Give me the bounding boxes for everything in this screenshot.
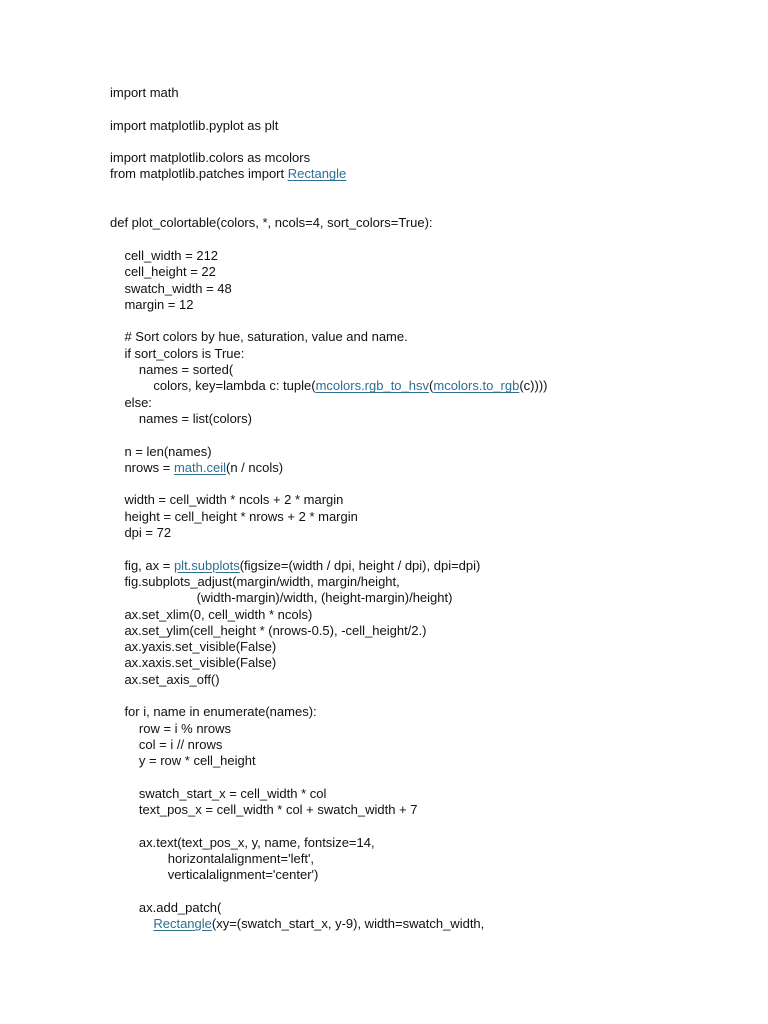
code-line — [110, 460, 750, 476]
code-text: def plot_colortable(colors, *, ncols=4, sort_colors=True): — [110, 215, 433, 231]
code-line — [110, 346, 750, 362]
code-text: swatch_width = 48 — [110, 280, 232, 296]
code-line — [110, 215, 750, 231]
code-text: ax.xaxis.set_visible(False) — [110, 655, 277, 671]
code-line — [110, 900, 750, 916]
code-line — [110, 688, 750, 704]
code-line — [110, 509, 750, 525]
code-line — [110, 786, 750, 802]
code-text: (width-margin)/width, (height-margin)/height) — [110, 590, 453, 606]
code-text: from matplotlib.patches import — [110, 166, 288, 182]
code-text: margin = 12 — [110, 296, 194, 312]
code-line — [110, 378, 750, 394]
code-text: ( — [429, 378, 434, 394]
code-line — [110, 884, 750, 900]
code-line — [110, 802, 750, 818]
code-text: # Sort colors by hue, saturation, value and name. — [110, 329, 408, 345]
code-line — [110, 395, 750, 411]
code-line — [110, 737, 750, 753]
code-text: fig, ax = — [110, 557, 174, 573]
code-line — [110, 590, 750, 606]
code-line — [110, 85, 750, 101]
code-line — [110, 639, 750, 655]
code-text: swatch_start_x = cell_width * col — [110, 785, 327, 801]
code-text: import matplotlib.pyplot as plt — [110, 117, 279, 133]
code-line — [110, 264, 750, 280]
code-line — [110, 525, 750, 541]
code-text: width = cell_width * ncols + 2 * margin — [110, 492, 344, 508]
code-line — [110, 476, 750, 492]
code-text: names = list(colors) — [110, 410, 252, 426]
code-text: ax.add_patch( — [110, 899, 222, 915]
code-line — [110, 444, 750, 460]
code-text: for i, name in enumerate(names): — [110, 704, 317, 720]
code-link[interactable]: mcolors.rgb_to_hsv — [315, 378, 430, 394]
code-line — [110, 867, 750, 883]
code-line — [110, 118, 750, 134]
code-line — [110, 818, 750, 834]
code-line — [110, 835, 750, 851]
code-line — [110, 721, 750, 737]
code-text: if sort_colors is True: — [110, 345, 245, 361]
code-line — [110, 313, 750, 329]
code-line — [110, 281, 750, 297]
code-line — [110, 411, 750, 427]
code-line — [110, 851, 750, 867]
code-line — [110, 558, 750, 574]
code-text: nrows = — [110, 459, 174, 475]
code-line — [110, 183, 750, 199]
code-text: row = i % nrows — [110, 720, 232, 736]
code-line — [110, 574, 750, 590]
code-line — [110, 492, 750, 508]
code-line — [110, 916, 750, 932]
code-text: (figsize=(width / dpi, height / dpi), dpi=dpi) — [239, 557, 481, 573]
code-text: cell_width = 212 — [110, 247, 219, 263]
code-text: ax.set_ylim(cell_height * (nrows-0.5), -cell_height/2.) — [110, 622, 427, 638]
code-line — [110, 655, 750, 671]
code-line — [110, 101, 750, 117]
code-text: n = len(names) — [110, 443, 212, 459]
code-text: fig.subplots_adjust(margin/width, margin/height, — [110, 573, 400, 589]
code-line — [110, 607, 750, 623]
code-line — [110, 232, 750, 248]
code-text: (n / ncols) — [225, 459, 284, 475]
code-text: ax.set_xlim(0, cell_width * ncols) — [110, 606, 313, 622]
code-text — [110, 916, 153, 931]
code-line — [110, 769, 750, 785]
code-line — [110, 297, 750, 313]
code-text: y = row * cell_height — [110, 753, 256, 769]
code-line — [110, 150, 750, 166]
code-text: horizontalalignment='left', — [110, 850, 315, 866]
code-line — [110, 427, 750, 443]
code-line — [110, 248, 750, 264]
code-text: text_pos_x = cell_width * col + swatch_width + 7 — [110, 802, 418, 818]
code-text: else: — [110, 394, 152, 410]
code-line — [110, 541, 750, 557]
code-text: import matplotlib.colors as mcolors — [110, 150, 311, 166]
code-line — [110, 362, 750, 378]
code-line — [110, 623, 750, 639]
code-line — [110, 753, 750, 769]
code-line — [110, 199, 750, 215]
code-text: col = i // nrows — [110, 736, 223, 752]
code-line — [110, 329, 750, 345]
code-line — [110, 672, 750, 688]
code-text: names = sorted( — [110, 362, 234, 378]
code-link[interactable]: Rectangle — [153, 916, 212, 932]
code-text: (c)))) — [519, 378, 548, 394]
code-line — [110, 166, 750, 182]
code-text: ax.set_axis_off() — [110, 671, 220, 687]
code-link[interactable]: math.ceil — [173, 459, 226, 475]
code-link[interactable]: plt.subplots — [173, 557, 240, 573]
code-text: ax.yaxis.set_visible(False) — [110, 639, 277, 655]
code-text: verticalalignment='center') — [110, 867, 319, 883]
code-text: import math — [110, 85, 179, 100]
code-text: colors, key=lambda c: tuple( — [110, 378, 316, 394]
code-link[interactable]: Rectangle — [287, 166, 347, 182]
code-text: dpi = 72 — [110, 525, 172, 541]
code-block — [110, 85, 750, 932]
code-link[interactable]: mcolors.to_rgb — [433, 378, 520, 394]
code-text: height = cell_height * nrows + 2 * margin — [110, 508, 358, 524]
code-line — [110, 704, 750, 720]
code-text: ax.text(text_pos_x, y, name, fontsize=14, — [110, 834, 375, 850]
code-text: cell_height = 22 — [110, 264, 216, 280]
code-line — [110, 134, 750, 150]
code-text: (xy=(swatch_start_x, y-9), width=swatch_width, — [211, 916, 485, 932]
